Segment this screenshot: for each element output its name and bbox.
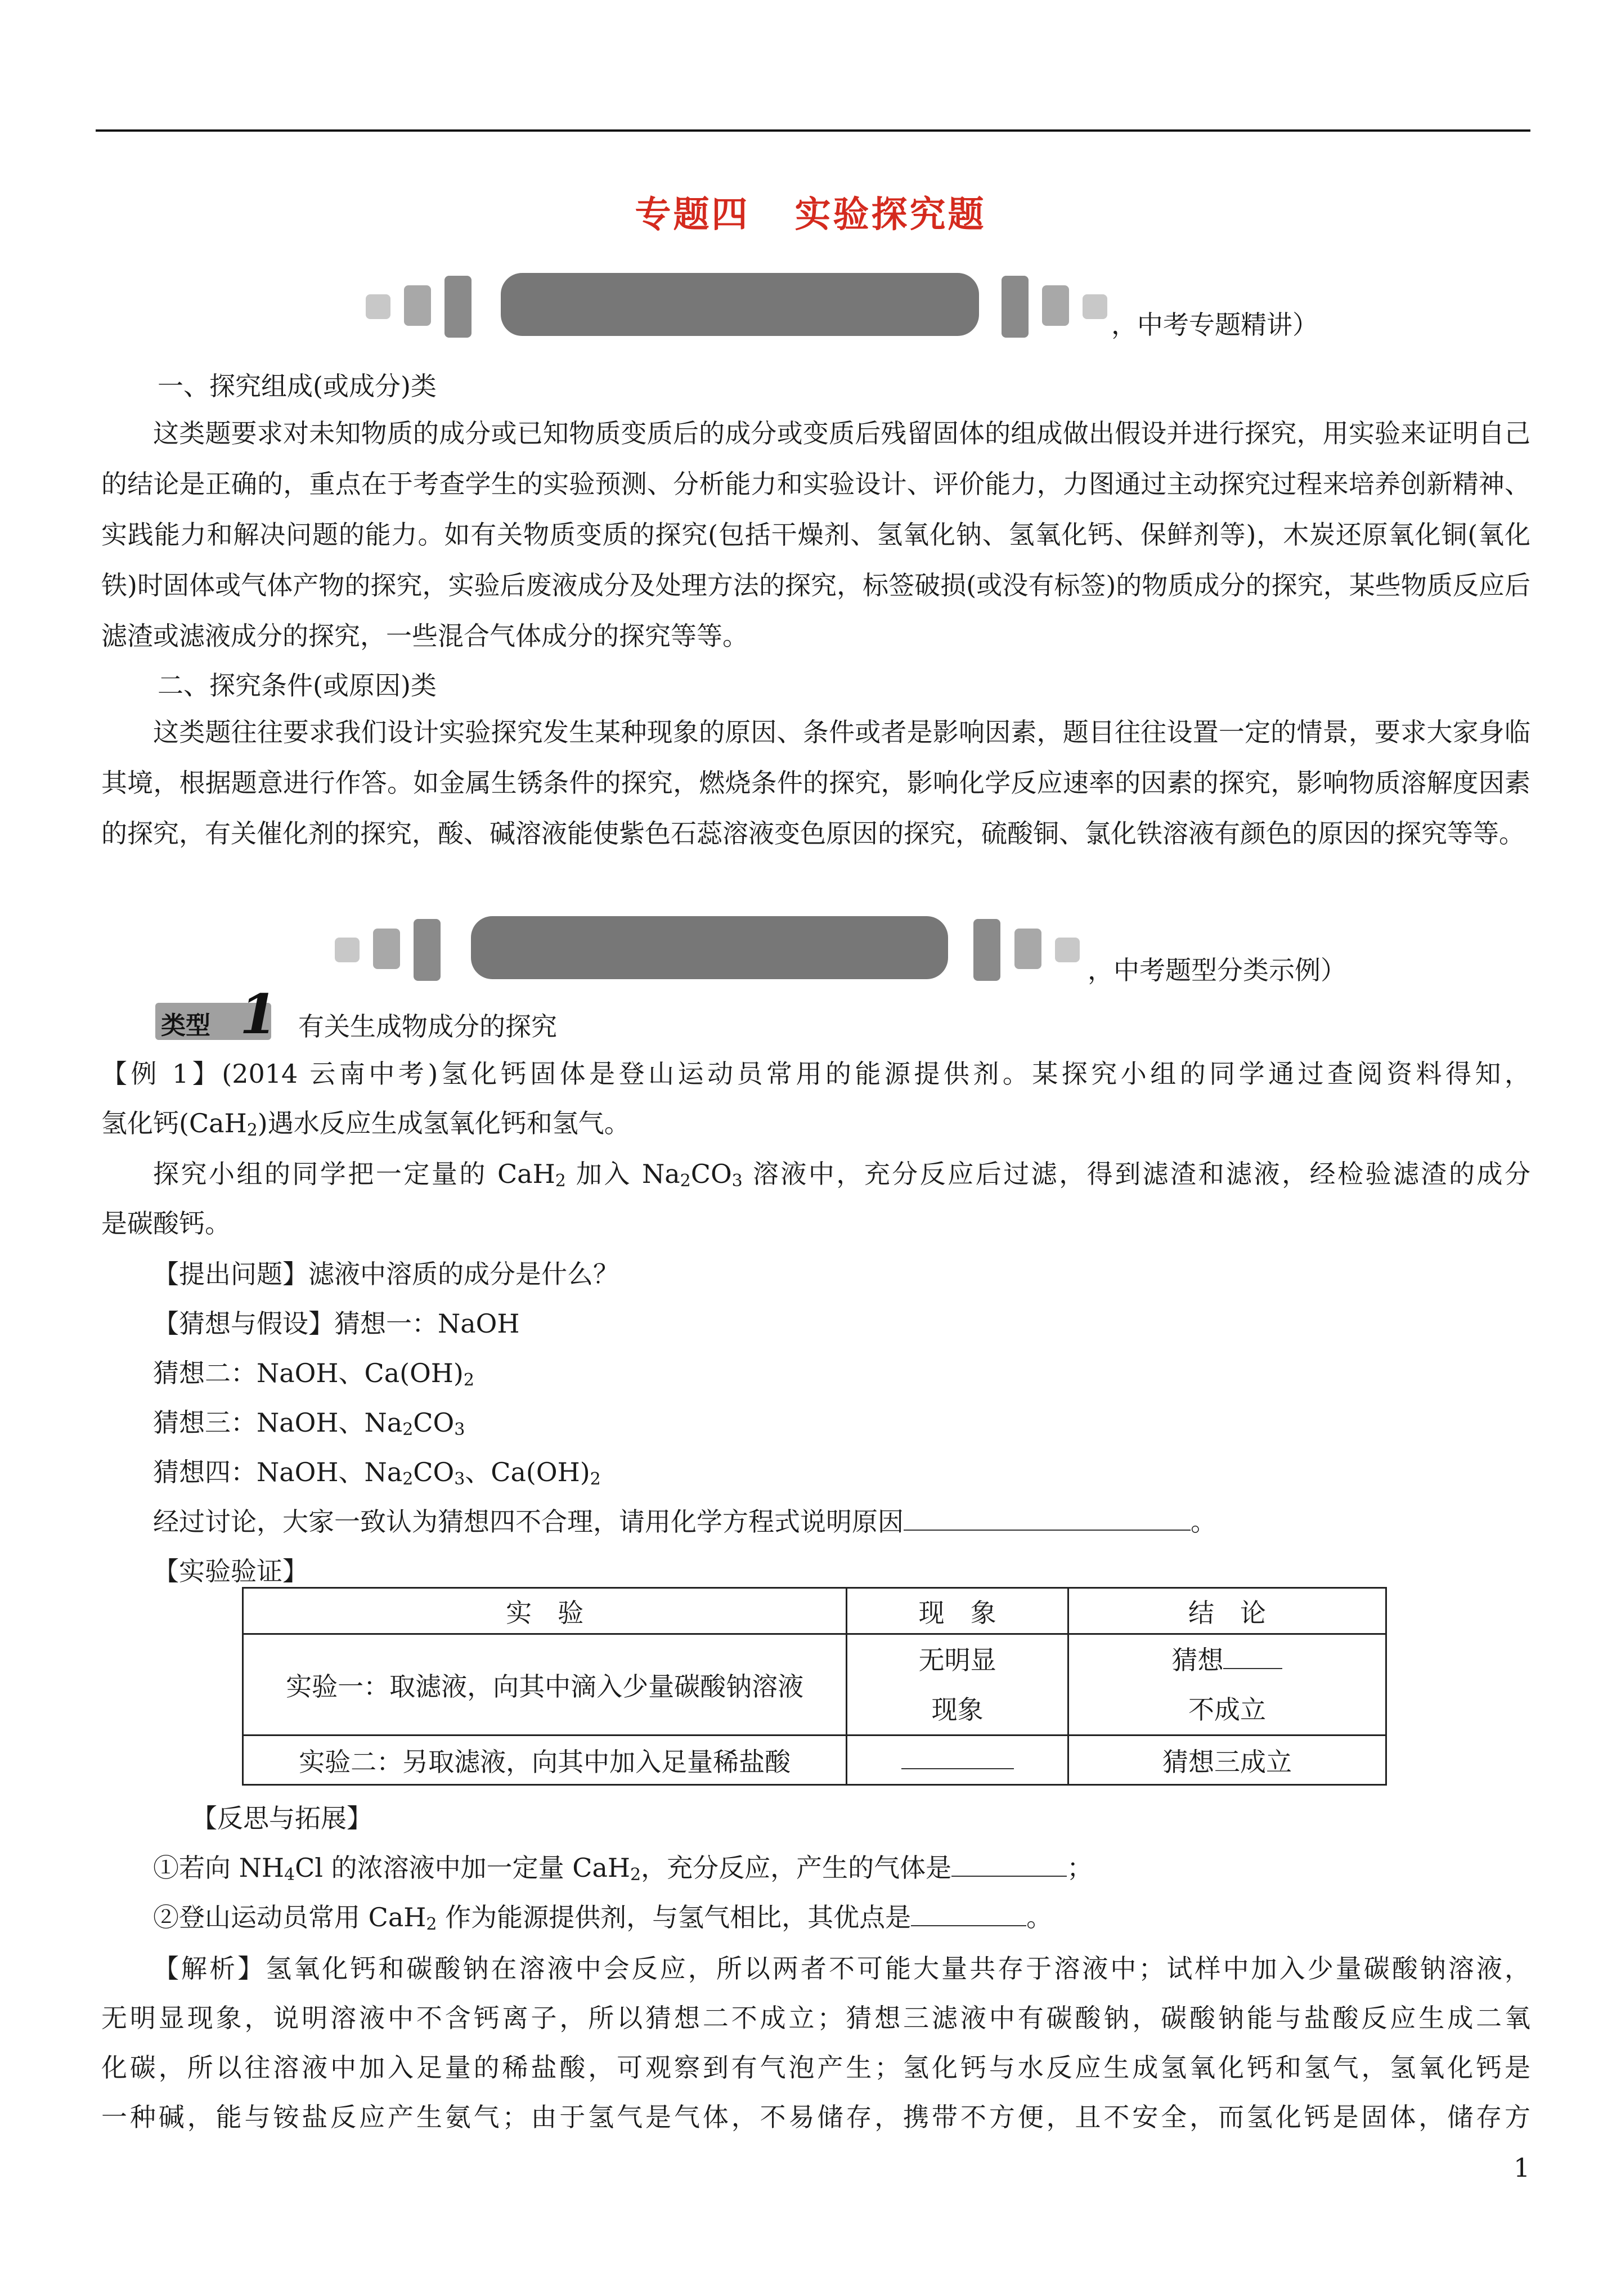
banner-square-icon (404, 285, 431, 326)
question-line: 【提出问题】滤液中溶质的成分是什么？ (153, 1259, 619, 1289)
banner-bar-icon (444, 276, 472, 338)
banner-pill (471, 916, 948, 979)
banner-pill (501, 273, 979, 336)
answer-blank[interactable] (1223, 1645, 1282, 1669)
verify-heading: 【实验验证】 (153, 1556, 308, 1586)
banner-square-icon (1055, 938, 1080, 962)
banner-bar-icon (414, 919, 441, 981)
reflect-heading: 【反思与拓展】 (191, 1803, 372, 1833)
guess-1: 【猜想与假设】猜想一：NaOH (153, 1308, 520, 1339)
row2-experiment: 实验二：另取滤液，向其中加入足量稀盐酸 (243, 1736, 847, 1785)
answer-blank[interactable] (904, 1507, 1191, 1531)
header-phenomenon: 现 象 (847, 1588, 1068, 1634)
analysis-line-3: 化碳，所以往溶液中加入足量的稀盐酸，可观察到有气泡产生；氢化钙与水反应生成氢氧化钙和氢气，氢氧化钙是 (101, 2052, 1530, 2083)
example-intro-line-1: 【例 1】(2014 云南中考)氢化钙固体是登山运动员常用的能源提供剂。某探究小组的同学通过查阅资料得知， (101, 1059, 1530, 1089)
banner-square-icon (1083, 294, 1107, 319)
experiment-table (242, 1587, 1387, 1786)
banner-square-icon (366, 294, 390, 319)
section-banner-2 (329, 916, 1398, 984)
table-row (243, 1634, 1386, 1736)
type-title: 有关生成物成分的探究 (298, 1011, 557, 1042)
banner-square-icon (1014, 929, 1041, 969)
header-rule (96, 129, 1530, 132)
header-experiment: 实 验 (243, 1588, 847, 1634)
banner-square-icon (335, 938, 360, 962)
section-banner-1 (360, 273, 1373, 340)
title-part-2: 实验探究题 (794, 194, 986, 236)
guess-3: 猜想三：NaOH、$Na_2CO_3$ (153, 1407, 465, 1440)
type-number: 1 (240, 983, 277, 1046)
page-title (0, 186, 1621, 237)
guess-2: 猜想二：NaOH、$Ca(OH)_2$ (153, 1358, 474, 1390)
banner-square-icon (1042, 285, 1069, 326)
row1-phenomenon: 无明显 现象 (847, 1634, 1068, 1736)
type-badge (155, 983, 277, 1046)
title-part-1: 专题四 (635, 194, 750, 236)
answer-blank[interactable] (911, 1903, 1026, 1926)
analysis-line-2: 无明显现象，说明溶液中不含钙离子，所以猜想二不成立；猜想三滤液中有碳酸钠，碳酸钠能与盐酸反应生成二氧 (101, 2003, 1530, 2033)
banner-bar-icon (973, 919, 1000, 981)
banner-caption: ，中考专题精讲） (1111, 310, 1318, 340)
example-procedure-line-2: 是碳酸钙。 (101, 1208, 231, 1239)
heading-conditions: 二、探究条件(或原因)类 (158, 670, 437, 701)
reflect-question-2: ②登山运动员常用 CaH$_2$ 作为能源提供剂，与氢气相比，其优点是 。 (153, 1902, 1053, 1934)
page-number: 1 (1514, 2152, 1530, 2183)
header-conclusion: 结 论 (1068, 1588, 1386, 1634)
paragraph-composition: 这类题要求对未知物质的成分或已知物质变质后的成分或变质后残留固体的组成做出假设并进行探究，用实验来证明自己的结论是正确的，重点在于考查学生的实验预测、分析能力和实验设计、评价能力，力图通过主动探究过程来培养创新精神、实践能力和解决问题的能力。如有关物质变质的探究(包括干燥剂、氢氧化钠、氢氧化钙、保鲜剂等)，木炭还原氧化铜(氧化铁)时固体或气体产物的探究，实验后废液成分及处理方法的探究，标签破损(或没有标签)的物质成分的探究，某些物质反应后滤渣或滤液成分的探究，一些混合气体成分的探究等等。 (101, 418, 1530, 651)
paragraph-conditions: 这类题往往要求我们设计实验探究发生某种现象的原因、条件或者是影响因素，题目往往设置一定的情景，要求大家身临其境，根据题意进行作答。如金属生锈条件的探究，燃烧条件的探究，影响化学反应速率的因素的探究，影响物质溶解度因素的探究，有关催化剂的探究，酸、碱溶液能使紫色石蕊溶液变色原因的探究，硫酸铜、氯化铁溶液有颜色的原因的探究等等。 (101, 717, 1530, 849)
row1-conclusion: 猜想 不成立 (1068, 1634, 1386, 1736)
analysis-line-4: 一种碱，能与铵盐反应产生氨气；由于氢气是气体，不易储存，携带不方便，且不安全，而氢化钙是固体，储存方 (101, 2102, 1530, 2132)
banner-bar-icon (1002, 276, 1029, 338)
answer-blank[interactable] (951, 1853, 1067, 1877)
discussion-line: 经过讨论，大家一致认为猜想四不合理，请用化学方程式说明原因 。 (153, 1506, 1216, 1537)
row2-phenomenon (847, 1736, 1068, 1785)
row1-experiment: 实验一：取滤液，向其中滴入少量碳酸钠溶液 (243, 1634, 847, 1736)
heading-composition: 一、探究组成(或成分)类 (158, 371, 437, 401)
guess-4: 猜想四：NaOH、$Na_2CO_3$、$Ca(OH)_2$ (153, 1457, 601, 1489)
table-header-row (243, 1588, 1386, 1634)
example-intro-line-2: 氢化钙(CaH$_2$)遇水反应生成氢氧化钙和氢气。 (101, 1108, 630, 1140)
answer-blank[interactable] (901, 1746, 1014, 1769)
row2-conclusion: 猜想三成立 (1068, 1736, 1386, 1785)
type-label: 类型 (161, 1011, 210, 1040)
example-procedure-line-1: 探究小组的同学把一定量的 CaH$_2$ 加入 $Na_2CO_3$ 溶液中，充分反应后过滤，得到滤渣和滤液，经检验滤渣的成分 (153, 1159, 1531, 1191)
table-row (243, 1736, 1386, 1785)
reflect-question-1: ①若向 $NH_4Cl$ 的浓溶液中加一定量 CaH$_2$，充分反应，产生的气体是 ； (153, 1853, 1093, 1885)
analysis-line-1: 【解析】氢氧化钙和碳酸钠在溶液中会反应，所以两者不可能大量共存于溶液中；试样中加入少量碳酸钠溶液， (153, 1953, 1530, 1984)
banner-caption: ，中考题型分类示例） (1088, 955, 1346, 985)
banner-square-icon (373, 929, 400, 969)
